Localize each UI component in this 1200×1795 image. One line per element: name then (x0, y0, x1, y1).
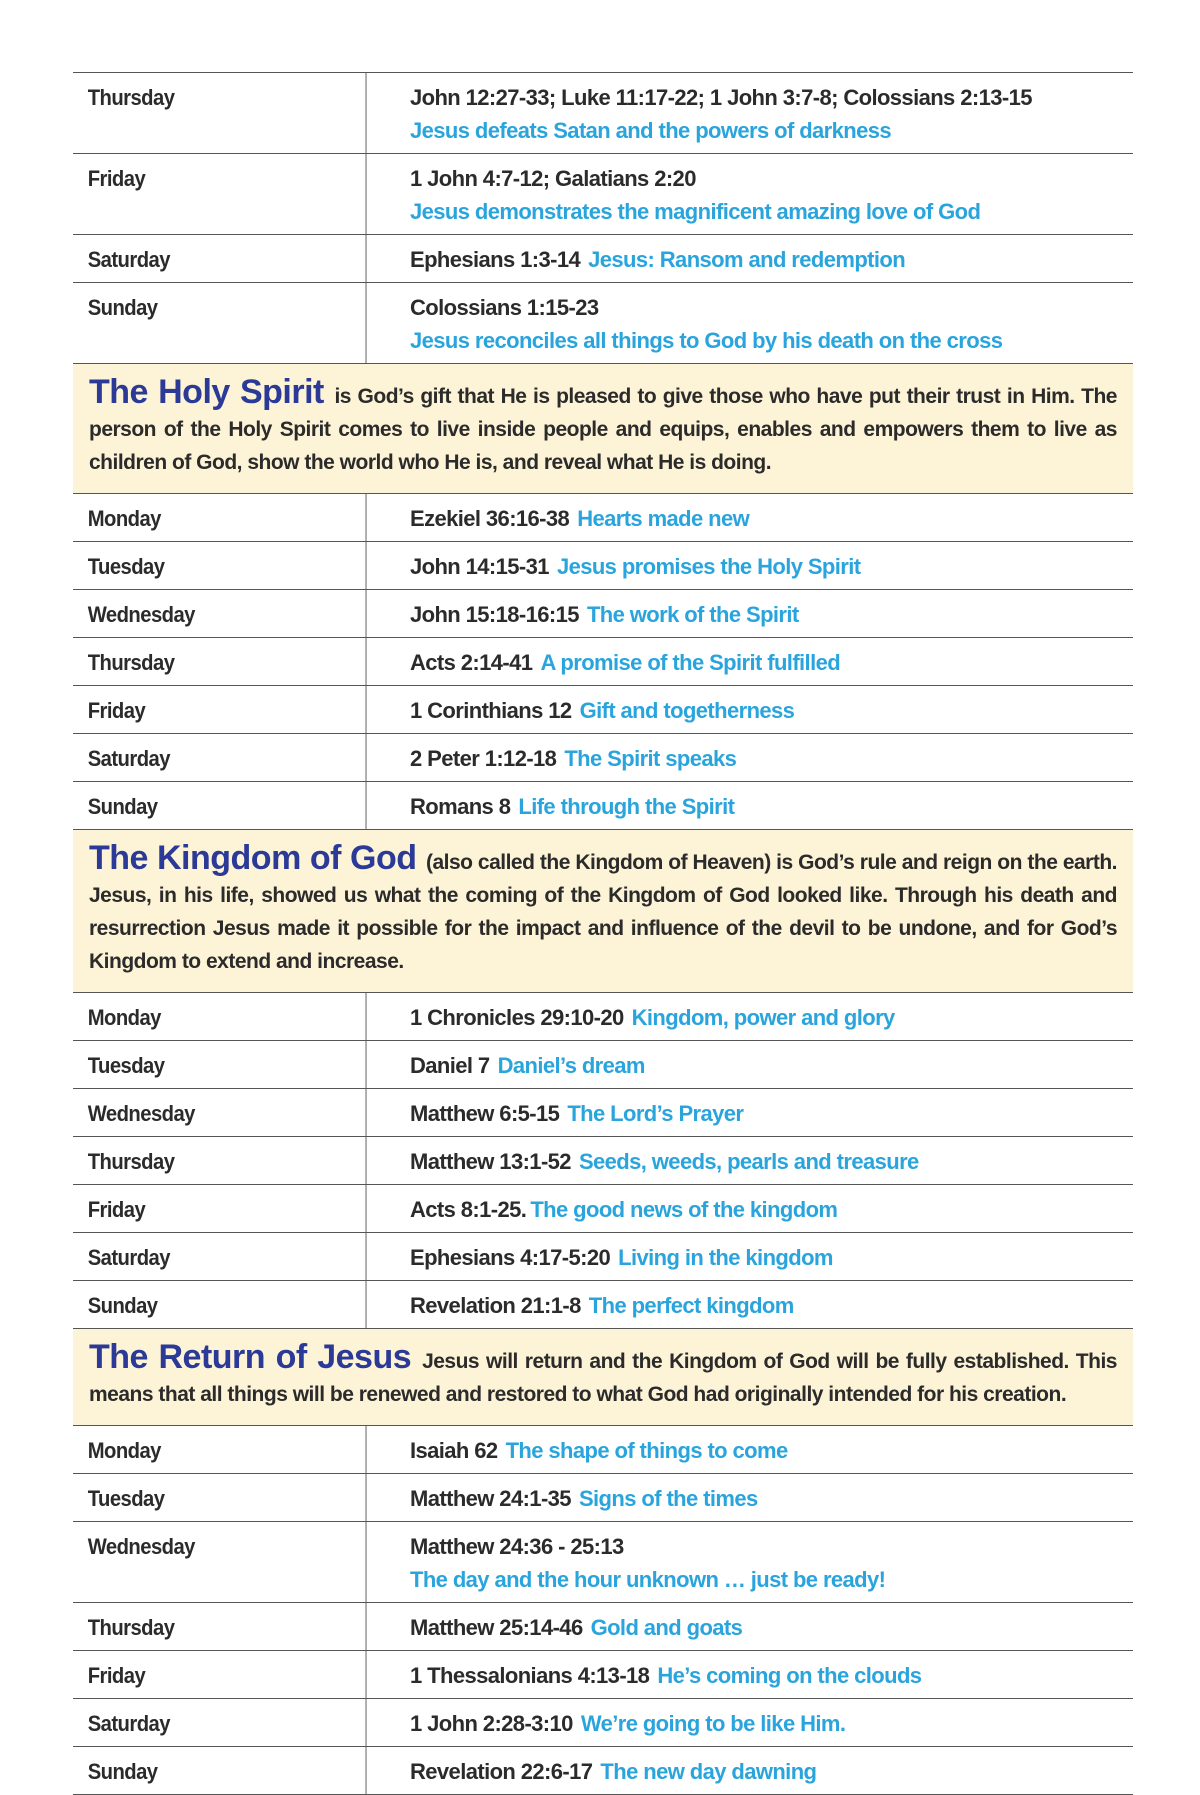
reading-cell (392, 734, 1133, 781)
day-label: Tuesday (73, 542, 366, 589)
scripture-reference: Isaiah 62 (410, 1438, 498, 1463)
table-row (73, 283, 1133, 364)
day-label: Thursday (73, 1137, 366, 1184)
table-row (73, 1699, 1133, 1747)
scripture-reference: Revelation 22:6-17 (410, 1759, 593, 1784)
reading-cell (392, 590, 1133, 637)
reading-cell (392, 1699, 1133, 1746)
reading-cell (392, 1281, 1133, 1328)
reading-theme: Life through the Spirit (518, 794, 735, 819)
table-row (73, 73, 1133, 154)
day-label: Wednesday (73, 590, 366, 637)
table-row (73, 1137, 1133, 1185)
day-label: Tuesday (73, 1041, 366, 1088)
day-label: Monday (73, 993, 366, 1040)
reading-theme: The new day dawning (600, 1759, 817, 1784)
scripture-reference: Matthew 25:14-46 (410, 1615, 583, 1640)
scripture-reference: Revelation 21:1-8 (410, 1293, 581, 1318)
table-row (73, 1474, 1133, 1522)
table-row (73, 1522, 1133, 1603)
day-label: Sunday (73, 782, 366, 829)
section-heading: The Return of Jesus (89, 1338, 412, 1376)
reading-cell (392, 494, 1133, 541)
scripture-reference: John 12:27-33; Luke 11:17-22; 1 John 3:7-8; Colossians 2:13-15 (410, 85, 1032, 110)
reading-table-return-of-jesus (73, 1426, 1133, 1795)
scripture-reference: Ezekiel 36:16-38 (410, 506, 570, 531)
section-description: is God’s gift that He is pleased to give those who have put their trust in Him. The person of the Holy Spirit comes to live inside people and equips, enables and empowers them to live as children of God, show the world who He is, and reveal what He is doing. (89, 385, 1117, 474)
scripture-reference: 1 John 2:28-3:10 (410, 1711, 573, 1736)
reading-theme: Living in the kingdom (618, 1245, 833, 1270)
section-heading: The Kingdom of God (89, 839, 417, 877)
reading-theme: The Spirit speaks (564, 746, 737, 771)
reading-theme: The perfect kingdom (588, 1293, 794, 1318)
reading-cell (392, 1747, 1133, 1794)
reading-cell (392, 283, 1133, 363)
reading-theme: Jesus demonstrates the magnificent amazing love of God (410, 199, 981, 224)
reading-theme: The day and the hour unknown … just be ready! (410, 1567, 886, 1592)
section-description: Jesus will return and the Kingdom of God will be fully established. This means that all things will be renewed and restored to what God had originally intended for his creation. (89, 1350, 1117, 1406)
reading-cell (392, 1474, 1133, 1521)
reading-theme: Jesus: Ransom and redemption (588, 247, 906, 272)
section-intro-holy-spirit (73, 364, 1133, 494)
day-label: Friday (73, 154, 366, 234)
scripture-reference: 1 Thessalonians 4:13-18 (410, 1663, 650, 1688)
table-row (73, 1747, 1133, 1795)
table-row (73, 782, 1133, 830)
reading-cell (392, 1185, 1133, 1232)
reading-cell (392, 638, 1133, 685)
reading-theme: Kingdom, power and glory (631, 1005, 895, 1030)
reading-cell (392, 154, 1133, 234)
reading-theme: He’s coming on the clouds (657, 1663, 922, 1688)
reading-plan-page (73, 72, 1133, 1795)
reading-cell (392, 542, 1133, 589)
table-row (73, 734, 1133, 782)
section-intro-kingdom-of-god (73, 830, 1133, 993)
scripture-reference: 1 Chronicles 29:10-20 (410, 1005, 624, 1030)
section-heading: The Holy Spirit (89, 373, 324, 411)
table-row (73, 686, 1133, 734)
reading-cell (392, 993, 1133, 1040)
table-row (73, 590, 1133, 638)
reading-theme: Daniel’s dream (497, 1053, 645, 1078)
scripture-reference: 1 John 4:7-12; Galatians 2:20 (410, 166, 696, 191)
reading-theme: Gold and goats (590, 1615, 743, 1640)
scripture-reference: Ephesians 1:3-14 (410, 247, 581, 272)
reading-cell (392, 1137, 1133, 1184)
day-label: Sunday (73, 1747, 366, 1794)
day-label: Tuesday (73, 1474, 366, 1521)
day-label: Thursday (73, 1603, 366, 1650)
day-label: Saturday (73, 1699, 366, 1746)
reading-cell (392, 686, 1133, 733)
reading-cell (392, 782, 1133, 829)
day-label: Saturday (73, 734, 366, 781)
scripture-reference: 2 Peter 1:12-18 (410, 746, 557, 771)
table-row (73, 494, 1133, 542)
reading-theme: Jesus defeats Satan and the powers of darkness (410, 118, 892, 143)
reading-theme: We’re going to be like Him. (580, 1711, 846, 1736)
reading-theme: Gift and togetherness (579, 698, 795, 723)
scripture-reference: Acts 2:14-41 (410, 650, 533, 675)
table-row (73, 1281, 1133, 1329)
scripture-reference: Matthew 13:1-52 (410, 1149, 571, 1174)
day-label: Thursday (73, 638, 366, 685)
table-row (73, 1233, 1133, 1281)
reading-cell (392, 235, 1133, 282)
table-row (73, 1426, 1133, 1474)
reading-theme: Seeds, weeds, pearls and treasure (578, 1149, 919, 1174)
reading-theme: Jesus reconciles all things to God by his death on the cross (410, 328, 1003, 353)
day-label: Saturday (73, 1233, 366, 1280)
table-row (73, 1185, 1133, 1233)
scripture-reference: Matthew 6:5-15 (410, 1101, 560, 1126)
scripture-reference: Acts 8:1-25. (410, 1197, 527, 1222)
reading-cell (392, 1089, 1133, 1136)
day-label: Friday (73, 1185, 366, 1232)
reading-theme: Hearts made new (577, 506, 750, 531)
section-intro-return-of-jesus (73, 1329, 1133, 1426)
reading-theme: A promise of the Spirit fulfilled (540, 650, 841, 675)
reading-cell (392, 1522, 1133, 1602)
scripture-reference: John 15:18-16:15 (410, 602, 579, 627)
reading-cell (392, 1603, 1133, 1650)
reading-theme: The shape of things to come (505, 1438, 788, 1463)
table-row (73, 154, 1133, 235)
day-label: Wednesday (73, 1522, 366, 1602)
table-row (73, 1089, 1133, 1137)
table-row (73, 235, 1133, 283)
reading-cell (392, 1233, 1133, 1280)
table-row (73, 1603, 1133, 1651)
reading-cell (392, 1041, 1133, 1088)
reading-table-holy-spirit (73, 494, 1133, 830)
day-label: Sunday (73, 1281, 366, 1328)
table-row (73, 542, 1133, 590)
day-label: Friday (73, 686, 366, 733)
reading-table-intro (73, 72, 1133, 364)
day-label: Saturday (73, 235, 366, 282)
reading-table-kingdom-of-god (73, 993, 1133, 1329)
section-description: (also called the Kingdom of Heaven) is God’s rule and reign on the earth. Jesus, in his life, showed us what the coming of the Kingdom of God looked like. Through his death and resurrection Jesus made it possible for the impact and influence of the devil to be undone, and for God’s Kingdom to extend and increase. (89, 851, 1118, 973)
day-label: Sunday (73, 283, 366, 363)
reading-theme: The Lord’s Prayer (567, 1101, 744, 1126)
reading-theme: The work of the Spirit (586, 602, 799, 627)
reading-theme: The good news of the kingdom (530, 1197, 838, 1222)
reading-theme: Jesus promises the Holy Spirit (556, 554, 861, 579)
table-row (73, 1041, 1133, 1089)
day-label: Friday (73, 1651, 366, 1698)
scripture-reference: Ephesians 4:17-5:20 (410, 1245, 611, 1270)
reading-cell (392, 1651, 1133, 1698)
scripture-reference: Daniel 7 (410, 1053, 490, 1078)
day-label: Wednesday (73, 1089, 366, 1136)
scripture-reference: 1 Corinthians 12 (410, 698, 572, 723)
table-row (73, 1651, 1133, 1699)
scripture-reference: Matthew 24:36 - 25:13 (410, 1534, 624, 1559)
scripture-reference: Colossians 1:15-23 (410, 295, 599, 320)
reading-cell (392, 73, 1133, 153)
day-label: Monday (73, 494, 366, 541)
reading-theme: Signs of the times (578, 1486, 758, 1511)
scripture-reference: Romans 8 (410, 794, 511, 819)
scripture-reference: John 14:15-31 (410, 554, 549, 579)
scripture-reference: Matthew 24:1-35 (410, 1486, 571, 1511)
table-row (73, 993, 1133, 1041)
table-row (73, 638, 1133, 686)
day-label: Thursday (73, 73, 366, 153)
reading-cell (392, 1426, 1133, 1473)
day-label: Monday (73, 1426, 366, 1473)
